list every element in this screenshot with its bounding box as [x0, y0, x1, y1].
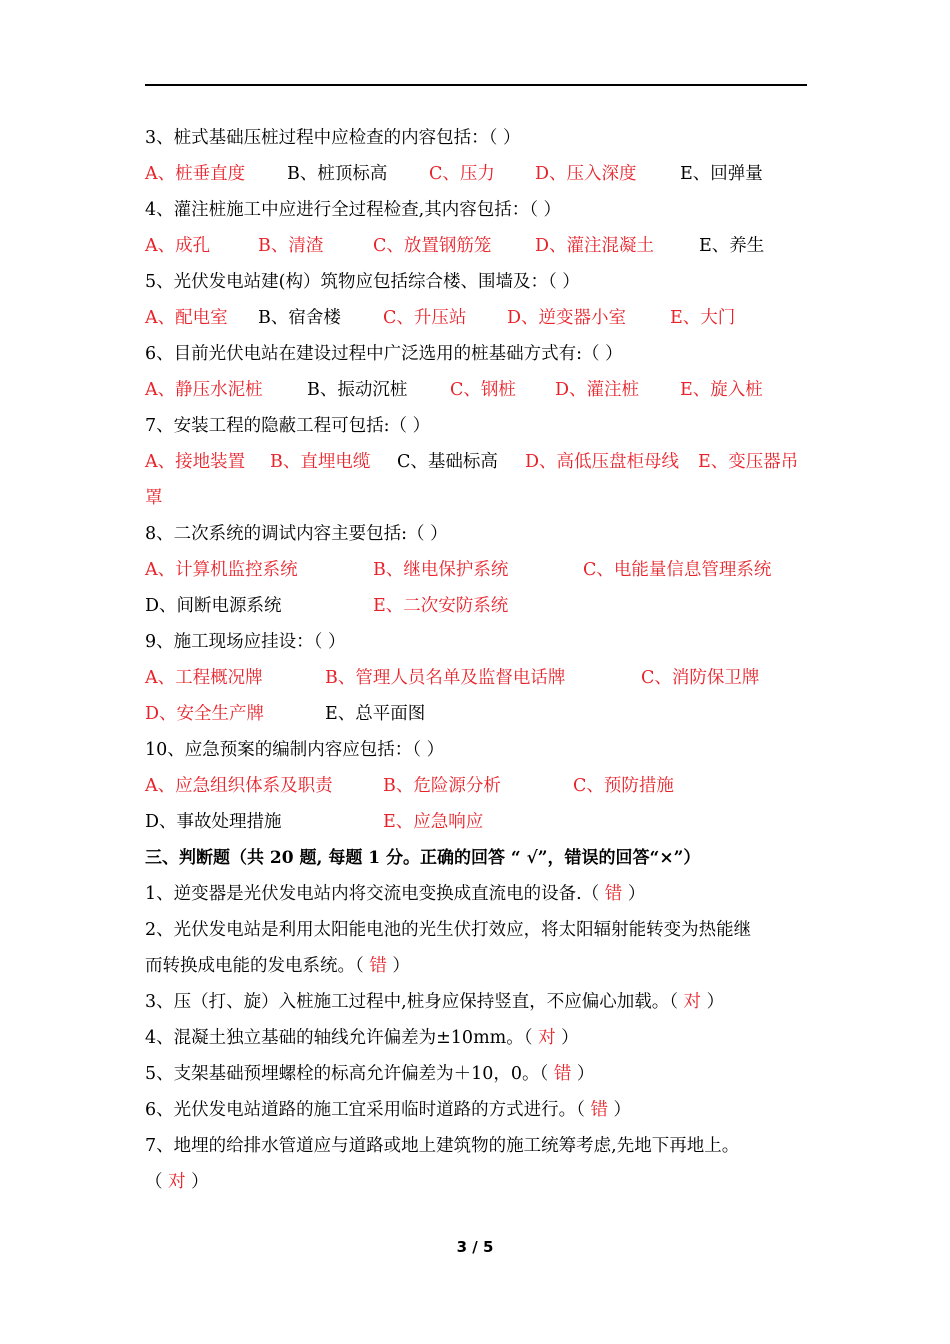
tf-answer: 对: [683, 992, 702, 1012]
tf-answer: 对: [538, 1028, 556, 1048]
question-10-options-row2: [145, 811, 807, 833]
tf-answer: 对: [168, 1172, 186, 1192]
question-4-stem: 4、灌注桩施工中应进行全过程检查,其内容包括：（ ）: [145, 200, 562, 220]
tf-item-text: 1、逆变器是光伏发电站内将交流电变换成直流电的设备.（: [145, 884, 605, 904]
option-a: A、计算机监控系统: [145, 560, 298, 580]
tf-close: ）: [555, 1028, 579, 1048]
question-3-stem: 3、桩式基础压桩过程中应检查的内容包括：（ ）: [145, 128, 521, 148]
option-b: B、继电保护系统: [373, 560, 509, 580]
question-5-stem: 5、光伏发电站建(构）筑物应包括综合楼、围墙及：（ ）: [145, 272, 580, 292]
option-e: E、应急响应: [383, 812, 484, 832]
question-7-option-e-continued: 罩: [145, 488, 163, 508]
question-8-options-row1: [145, 559, 807, 581]
option-c: C、压力: [429, 164, 495, 184]
option-e: E、大门: [670, 308, 736, 328]
question-10-stem: 10、应急预案的编制内容应包括：（ ）: [145, 740, 445, 760]
option-d: D、安全生产牌: [145, 704, 265, 724]
option-e: E、养生: [699, 236, 765, 256]
option-a: A、静压水泥桩: [145, 380, 263, 400]
tf-answer: 错: [604, 884, 623, 904]
option-a: A、应急组织体系及职责: [145, 776, 333, 796]
tf-item-7-continued: [145, 1171, 209, 1193]
option-c: C、基础标高: [397, 452, 498, 472]
tf-item-7: 7、地埋的给排水管道应与道路或地上建筑物的施工统筹考虑,先地下再地上。: [145, 1136, 740, 1156]
tf-item-text: 5、支架基础预埋螺栓的标高允许偏差为＋10，0。（: [145, 1064, 554, 1084]
option-b: B、宿舍楼: [258, 308, 341, 328]
tf-item-text: 4、混凝土独立基础的轴线允许偏差为±10mm。（: [145, 1028, 539, 1048]
option-d: D、事故处理措施: [145, 812, 282, 832]
option-d: D、高低压盘柜母线: [525, 452, 680, 472]
tf-item-4: [145, 1027, 579, 1049]
tf-item-text: 而转换成电能的发电系统。（: [145, 956, 370, 976]
tf-item-1: [145, 883, 645, 905]
tf-close: ）: [185, 1172, 209, 1192]
option-a: A、接地装置: [145, 452, 246, 472]
option-b: B、清渣: [258, 236, 324, 256]
question-9-options-row2: [145, 703, 807, 725]
question-9-options-row1: [145, 667, 807, 689]
question-7-options: [145, 451, 807, 473]
tf-close: ）: [386, 956, 410, 976]
option-c: C、升压站: [383, 308, 467, 328]
page-number: 3 / 5: [456, 1238, 494, 1256]
question-9-stem: 9、施工现场应挂设：（ ）: [145, 632, 346, 652]
option-c: C、钢桩: [450, 380, 516, 400]
tf-item-text: 3、压（打、旋）入桩施工过程中,桩身应保持竖直，不应偏心加载。（: [145, 992, 684, 1012]
option-d: D、灌注混凝土: [535, 236, 655, 256]
option-b: B、桩顶标高: [287, 164, 388, 184]
option-d: D、压入深度: [535, 164, 637, 184]
tf-close: ）: [622, 884, 646, 904]
question-6-stem: 6、目前光伏电站在建设过程中广泛选用的桩基础方式有:（ ）: [145, 344, 623, 364]
option-a: A、桩垂直度: [145, 164, 246, 184]
option-c: C、放置钢筋笼: [373, 236, 492, 256]
option-a: A、配电室: [145, 308, 228, 328]
option-c: C、预防措施: [573, 776, 674, 796]
option-c: C、消防保卫牌: [641, 668, 760, 688]
option-a: A、工程概况牌: [145, 668, 263, 688]
tf-item-2-continued: [145, 955, 410, 977]
option-d: D、间断电源系统: [145, 596, 282, 616]
section-3-title: 三、判断题（共 20 题, 每题 1 分。正确的回答 “ √”，错误的回答“×”）: [145, 848, 701, 868]
question-5-options: [145, 307, 807, 329]
tf-item-2: 2、光伏发电站是利用太阳能电池的光生伏打效应，将太阳辐射能转变为热能继: [145, 920, 752, 940]
question-10-options-row1: [145, 775, 807, 797]
question-6-options: [145, 379, 807, 401]
tf-answer: 错: [590, 1100, 608, 1120]
option-e: E、旋入桩: [680, 380, 763, 400]
option-e: E、回弹量: [680, 164, 763, 184]
tf-item-text: 6、光伏发电站道路的施工宜采用临时道路的方式进行。（: [145, 1100, 591, 1120]
tf-item-6: [145, 1099, 631, 1121]
option-e: E、二次安防系统: [373, 596, 509, 616]
option-b: B、危险源分析: [383, 776, 501, 796]
question-3-options: [145, 163, 807, 185]
tf-answer: 错: [553, 1064, 572, 1084]
option-d: D、逆变器小室: [507, 308, 627, 328]
header-rule: [145, 84, 807, 86]
tf-close: ）: [571, 1064, 595, 1084]
option-d: D、灌注桩: [555, 380, 640, 400]
option-e: E、总平面图: [325, 704, 426, 724]
option-b: B、直埋电缆: [270, 452, 371, 472]
option-c: C、电能量信息管理系统: [583, 560, 772, 580]
question-7-stem: 7、安装工程的隐蔽工程可包括:（ ）: [145, 416, 431, 436]
option-e: E、变压器吊: [698, 452, 799, 472]
tf-close: ）: [701, 992, 725, 1012]
question-4-options: [145, 235, 807, 257]
option-b: B、管理人员名单及监督电话牌: [325, 668, 566, 688]
option-a: A、成孔: [145, 236, 211, 256]
tf-item-5: [145, 1063, 594, 1085]
question-8-options-row2: [145, 595, 807, 617]
tf-answer: 错: [369, 956, 387, 976]
tf-close: ）: [607, 1100, 632, 1120]
tf-item-text: （: [145, 1172, 169, 1192]
option-b: B、振动沉桩: [307, 380, 408, 400]
tf-item-3: [145, 991, 724, 1013]
question-8-stem: 8、二次系统的调试内容主要包括:（ ）: [145, 524, 448, 544]
